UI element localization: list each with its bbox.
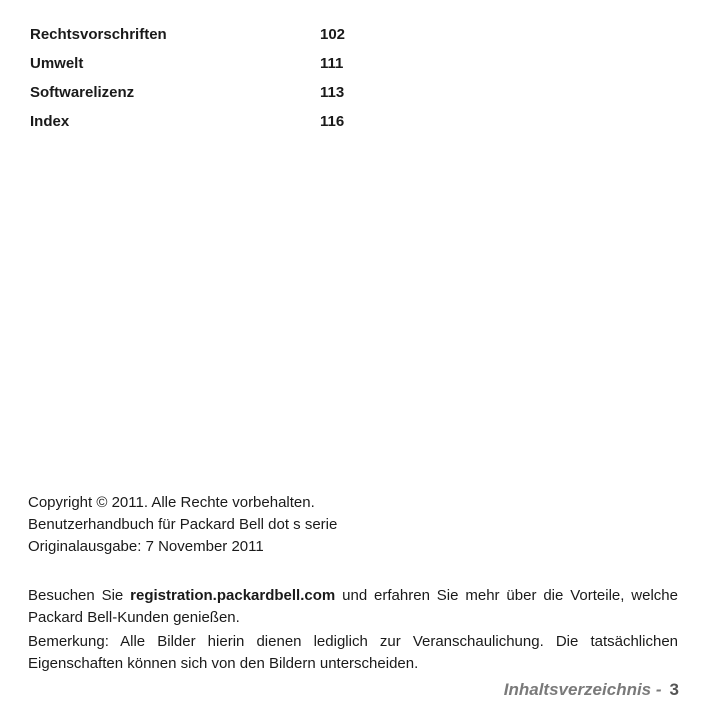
registration-text-after: und erfahren Sie mehr über die Vorteile, welche Packard Bell-Kunden genießen. bbox=[28, 587, 678, 626]
toc-entry[interactable] bbox=[30, 54, 360, 83]
registration-link[interactable]: registration.packardbell.com bbox=[130, 587, 336, 604]
toc-entry[interactable] bbox=[30, 112, 360, 141]
toc-entry-page: 113 bbox=[320, 84, 345, 101]
footer-page-number: 3 bbox=[669, 680, 679, 699]
toc-entry[interactable] bbox=[30, 83, 360, 112]
note-paragraph: Bemerkung: Alle Bilder hierin dienen lediglich zur Veranschaulichung. Die tatsächlichen Eigenschaften können sich von den Bildern unterscheiden. bbox=[28, 633, 678, 672]
toc-entry-title: Rechtsvorschriften bbox=[30, 26, 167, 43]
manual-title-line: Benutzerhandbuch für Packard Bell dot s serie bbox=[28, 516, 338, 533]
copyright-line: Copyright © 2011. Alle Rechte vorbehalten. bbox=[28, 494, 315, 511]
toc-entry-page: 111 bbox=[320, 55, 344, 72]
table-of-contents bbox=[30, 25, 360, 141]
page-footer bbox=[504, 680, 679, 700]
toc-entry-page: 102 bbox=[320, 26, 346, 43]
footer-section-title: Inhaltsverzeichnis - bbox=[503, 680, 662, 699]
toc-entry-title: Index bbox=[30, 113, 70, 130]
toc-entry[interactable] bbox=[30, 25, 360, 54]
toc-entry-title: Umwelt bbox=[30, 55, 84, 72]
registration-and-note bbox=[28, 585, 678, 675]
registration-text-before: Besuchen Sie bbox=[28, 587, 131, 604]
registration-paragraph bbox=[28, 585, 678, 629]
toc-entry-page: 116 bbox=[320, 113, 345, 130]
publication-info bbox=[28, 492, 678, 558]
toc-entry-title: Softwarelizenz bbox=[30, 84, 135, 101]
original-edition-line: Originalausgabe: 7 November 2011 bbox=[28, 538, 264, 555]
